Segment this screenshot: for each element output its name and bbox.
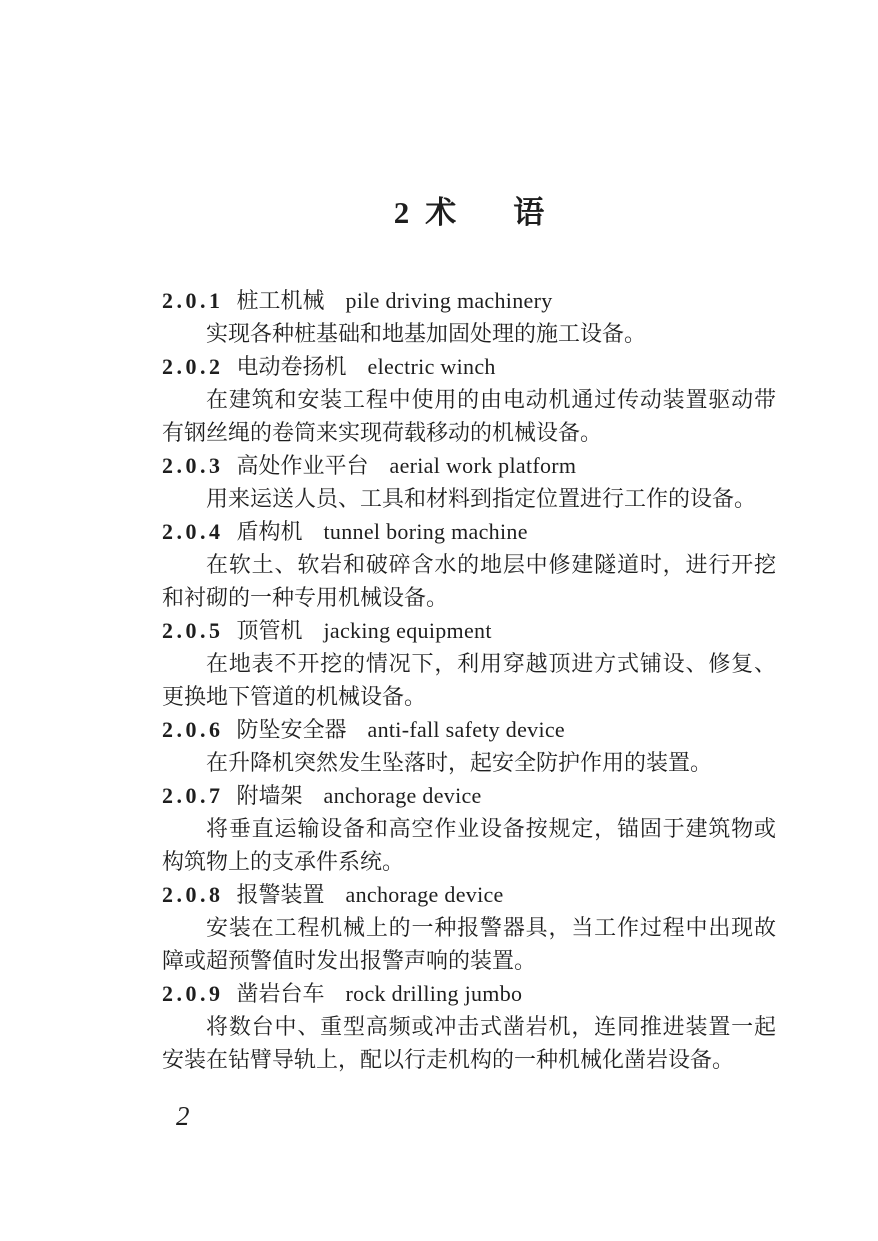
term-definition: 实现各种桩基础和地基加固处理的施工设备。	[206, 321, 647, 346]
term-number: 2.0.8	[162, 882, 224, 907]
chapter-name: 术语	[425, 195, 602, 230]
term-definition: 在升降机突然发生坠落时，起安全防护作用的装置。	[206, 750, 713, 775]
page-content	[162, 197, 776, 1076]
terms-list	[162, 284, 776, 1076]
term-entry	[162, 449, 776, 515]
chapter-title	[162, 197, 776, 228]
term-heading	[162, 614, 776, 647]
term-heading	[162, 515, 776, 548]
term-definition: 在软土、软岩和破碎含水的地层中修建隧道时，进行开挖和衬砌的一种专用机械设备。	[162, 552, 776, 610]
term-heading	[162, 449, 776, 482]
term-english: jacking equipment	[323, 618, 492, 643]
term-entry	[162, 878, 776, 977]
term-english: anchorage device	[345, 882, 504, 907]
term-heading	[162, 779, 776, 812]
term-chinese: 凿岩台车	[236, 981, 325, 1006]
term-entry	[162, 779, 776, 878]
term-chinese: 电动卷扬机	[236, 354, 347, 379]
term-entry	[162, 614, 776, 713]
term-heading	[162, 284, 776, 317]
term-number: 2.0.2	[162, 354, 224, 379]
term-number: 2.0.6	[162, 717, 224, 742]
term-chinese: 顶管机	[236, 618, 303, 643]
term-entry	[162, 977, 776, 1076]
term-chinese: 盾构机	[236, 519, 303, 544]
term-english: aerial work platform	[389, 453, 577, 478]
term-definition: 用来运送人员、工具和材料到指定位置进行工作的设备。	[206, 486, 757, 511]
term-number: 2.0.3	[162, 453, 224, 478]
term-definition: 在地表不开挖的情况下，利用穿越顶进方式铺设、修复、更换地下管道的机械设备。	[162, 651, 776, 709]
term-entry	[162, 284, 776, 350]
term-english: tunnel boring machine	[323, 519, 528, 544]
term-chinese: 附墙架	[236, 783, 303, 808]
term-heading	[162, 878, 776, 911]
term-heading	[162, 977, 776, 1010]
term-number: 2.0.4	[162, 519, 224, 544]
term-definition: 在建筑和安装工程中使用的由电动机通过传动装置驱动带有钢丝绳的卷筒来实现荷载移动的机械设备。	[162, 387, 776, 445]
term-chinese: 桩工机械	[236, 288, 325, 313]
term-heading	[162, 713, 776, 746]
term-english: anti-fall safety device	[367, 717, 565, 742]
term-english: anchorage device	[323, 783, 482, 808]
term-english: rock drilling jumbo	[345, 981, 523, 1006]
term-entry	[162, 515, 776, 614]
term-number: 2.0.1	[162, 288, 224, 313]
term-chinese: 高处作业平台	[236, 453, 369, 478]
term-entry	[162, 350, 776, 449]
term-heading	[162, 350, 776, 383]
term-english: pile driving machinery	[345, 288, 553, 313]
term-definition: 将数台中、重型高频或冲击式凿岩机，连同推进装置一起安装在钻臂导轨上，配以行走机构的一种机械化凿岩设备。	[162, 1014, 776, 1072]
term-definition: 将垂直运输设备和高空作业设备按规定，锚固于建筑物或构筑物上的支承件系统。	[162, 816, 776, 874]
term-definition: 安装在工程机械上的一种报警器具，当工作过程中出现故障或超预警值时发出报警声响的装置。	[162, 915, 776, 973]
term-chinese: 报警装置	[236, 882, 325, 907]
term-number: 2.0.5	[162, 618, 224, 643]
term-number: 2.0.7	[162, 783, 224, 808]
term-english: electric winch	[367, 354, 496, 379]
term-number: 2.0.9	[162, 981, 224, 1006]
term-entry	[162, 713, 776, 779]
chapter-number: 2	[393, 195, 410, 230]
page-number: 2	[176, 1101, 190, 1131]
term-chinese: 防坠安全器	[236, 717, 347, 742]
